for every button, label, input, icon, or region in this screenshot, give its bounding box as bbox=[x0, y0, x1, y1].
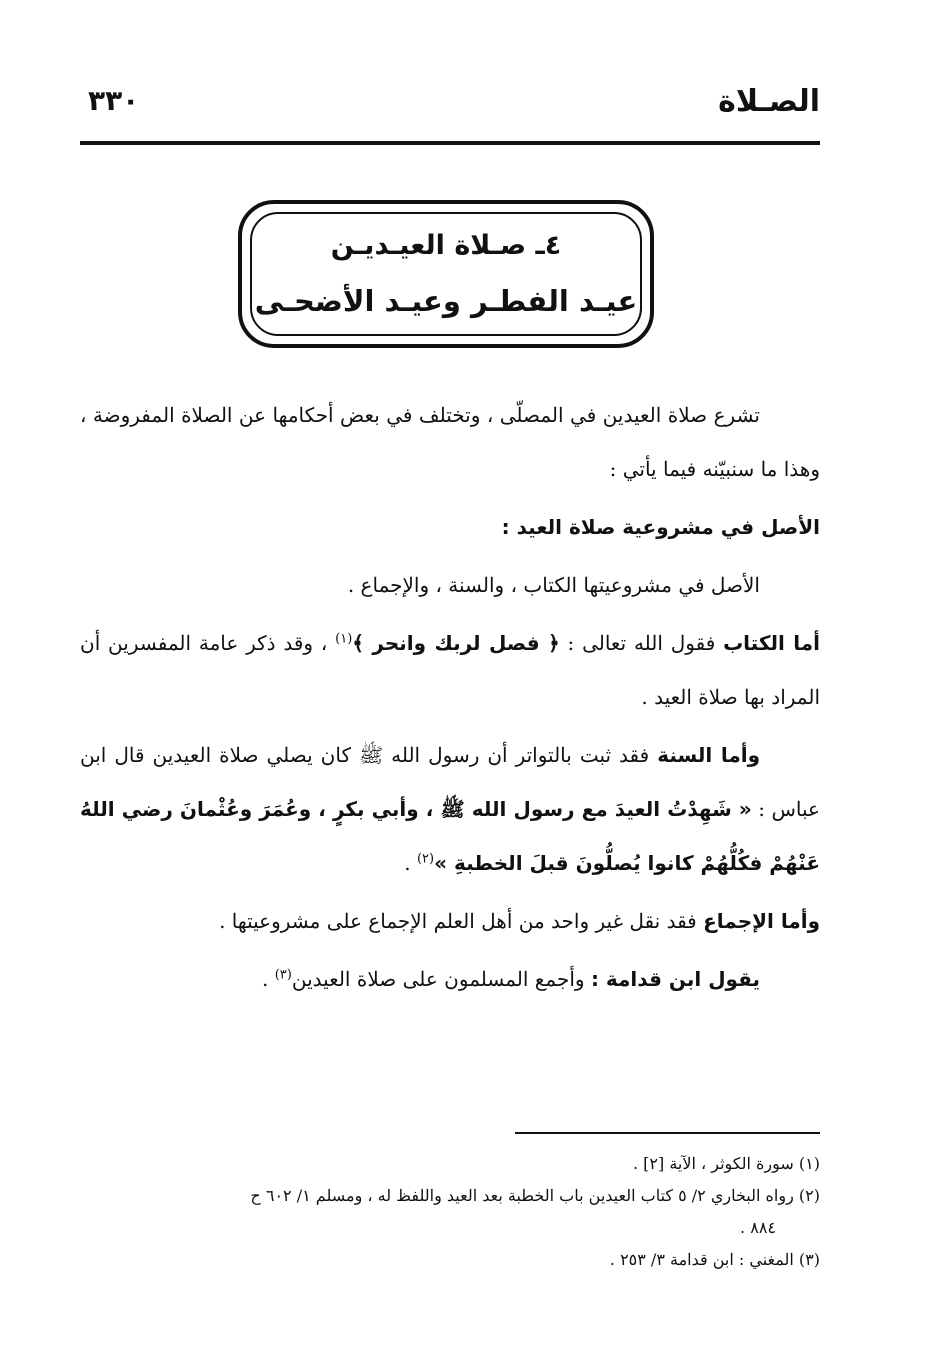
sunnah-text-end: . bbox=[404, 851, 417, 875]
running-header-title: الصـلاة bbox=[718, 84, 820, 119]
sunnah-paragraph bbox=[80, 728, 820, 890]
footnote-ref-3: (٣) bbox=[274, 967, 292, 983]
footnote-2: (٢) رواه البخاري ٢/ ٥ كتاب العيدين باب الخطبة بعد العيد واللفظ له ، ومسلم ١/ ٦٠٢ ح bbox=[250, 1186, 820, 1205]
ibn-qudama-paragraph bbox=[80, 952, 820, 1006]
footnote-ref-2: (٢) bbox=[416, 851, 435, 867]
section-title-box bbox=[238, 200, 654, 348]
hadith-quote: « شَهِدْتُ العيدَ مع رسول الله ﷺ ، وأبي بكرٍ ، وعُمَرَ وعُثْمانَ رضي اللهُ عَنْهُمْ فكُلُّهُمْ كانوا يُصلُّونَ قبلَ الخطبةِ » bbox=[80, 797, 820, 875]
quran-paragraph bbox=[80, 616, 820, 724]
body-text bbox=[80, 388, 820, 1006]
header-divider bbox=[80, 141, 820, 145]
page-number: ٣٣٠ bbox=[88, 84, 140, 117]
quran-lead: أما الكتاب bbox=[723, 631, 820, 655]
footnote-divider bbox=[515, 1132, 820, 1134]
sources-paragraph: الأصل في مشروعيتها الكتاب ، والسنة ، والإجماع . bbox=[347, 573, 760, 597]
section-heading: الأصل في مشروعية صلاة العيد : bbox=[501, 515, 820, 539]
ijma-lead: وأما الإجماع bbox=[703, 909, 820, 933]
ibn-qudama-lead: يقول ابن قدامة : bbox=[590, 967, 760, 991]
section-subtitle: عيـد الفطـر وعيـد الأضحـى bbox=[254, 284, 638, 318]
footnote-2-continuation: ٨٨٤ . bbox=[740, 1218, 776, 1237]
sunnah-text: فقد ثبت بالتواتر أن رسول الله ﷺ كان يصلي صلاة العيدين قال ابن عباس : bbox=[80, 743, 820, 821]
quran-verse: ﴿ فصل لربك وانحر ﴾ bbox=[352, 631, 560, 655]
quran-text-end: ، وقد ذكر عامة المفسرين أن المراد بها صلاة العيد . bbox=[80, 631, 820, 709]
sunnah-lead: وأما السنة bbox=[657, 743, 760, 767]
quran-text: فقول الله تعالى : bbox=[559, 631, 724, 655]
intro-paragraph: تشرع صلاة العيدين في المصلّى ، وتختلف في بعض أحكامها عن الصلاة المفروضة ، وهذا ما سنبيّنه فيما يأتي : bbox=[80, 403, 820, 481]
footnotes bbox=[80, 1148, 820, 1276]
ibn-qudama-text: وأجمع المسلمون على صلاة العيدين bbox=[291, 967, 591, 991]
ijma-paragraph bbox=[80, 894, 820, 948]
section-title: ٤ـ صـلاة العيـديـن bbox=[330, 230, 562, 261]
ijma-text: فقد نقل غير واحد من أهل العلم الإجماع على مشروعيتها . bbox=[219, 909, 704, 933]
footnote-3: (٣) المغني : ابن قدامة ٣/ ٢٥٣ . bbox=[609, 1250, 820, 1269]
ibn-qudama-text-end: . bbox=[262, 967, 275, 991]
footnote-1: (١) سورة الكوثر ، الآية [٢] . bbox=[632, 1154, 820, 1173]
footnote-ref-1: (١) bbox=[335, 631, 353, 647]
